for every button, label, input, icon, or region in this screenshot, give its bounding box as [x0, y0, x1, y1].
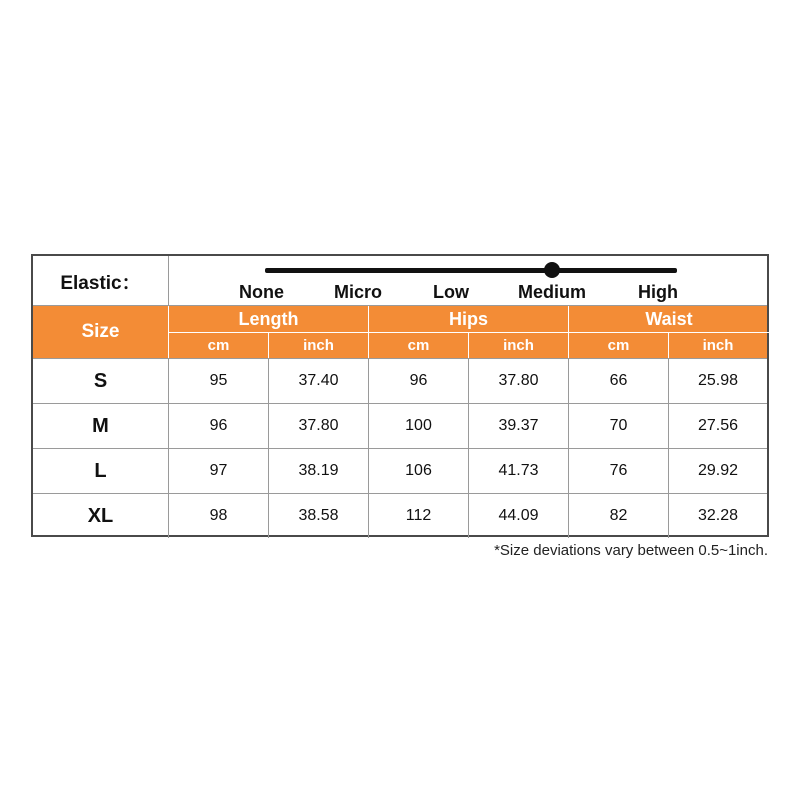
length-cm-cell: 95	[169, 359, 269, 403]
waist-cm-header: cm	[569, 333, 669, 358]
elastic-scale-line	[265, 268, 677, 273]
elastic-row	[33, 256, 767, 306]
elastic-level-micro: Micro	[334, 282, 383, 302]
size-cell: S	[33, 359, 169, 403]
table-body	[33, 358, 767, 538]
elastic-levels	[239, 282, 698, 303]
elastic-level-low: Low	[433, 282, 469, 302]
waist-inch-header: inch	[702, 337, 734, 354]
elastic-level-medium: Medium	[518, 282, 587, 302]
length-inch-cell: 37.80	[269, 404, 369, 448]
length-cm-header: cm	[169, 333, 269, 358]
waist-cm-cell: 66	[569, 359, 669, 403]
length-inch-header: inch	[269, 333, 369, 358]
size-cell: M	[33, 404, 169, 448]
elastic-label: Elastic：	[33, 256, 169, 306]
waist-inch-cell: 25.98	[697, 372, 739, 389]
hips-cm-header: cm	[369, 333, 469, 358]
size-cell: L	[33, 449, 169, 493]
size-header: Size	[33, 306, 169, 358]
hips-inch-cell: 41.73	[469, 449, 569, 493]
length-inch-cell: 37.40	[269, 359, 369, 403]
waist-cm-cell: 76	[569, 449, 669, 493]
waist-cm-cell: 82	[569, 494, 669, 538]
length-inch-cell: 38.19	[269, 449, 369, 493]
waist-header: Waist	[569, 306, 769, 333]
elastic-level-none: None	[239, 282, 284, 302]
hips-inch-cell: 39.37	[469, 404, 569, 448]
size-cell: XL	[33, 494, 169, 538]
hips-cm-cell: 112	[369, 494, 469, 538]
table-row	[33, 493, 767, 538]
size-chart	[31, 254, 769, 537]
hips-cm-cell: 106	[369, 449, 469, 493]
elastic-level-high: High	[638, 282, 678, 302]
hips-inch-cell: 37.80	[469, 359, 569, 403]
length-header: Length	[169, 306, 369, 333]
waist-cm-cell: 70	[569, 404, 669, 448]
size-deviation-note: *Size deviations vary between 0.5~1inch.	[494, 542, 768, 559]
hips-cm-cell: 96	[369, 359, 469, 403]
elastic-selected-marker	[544, 262, 560, 278]
table-row	[33, 358, 767, 403]
table-row	[33, 448, 767, 493]
waist-inch-cell: 29.92	[697, 462, 739, 479]
hips-cm-cell: 100	[369, 404, 469, 448]
length-cm-cell: 96	[169, 404, 269, 448]
hips-inch-cell: 44.09	[469, 494, 569, 538]
length-cm-cell: 97	[169, 449, 269, 493]
length-inch-cell: 38.58	[269, 494, 369, 538]
table-row	[33, 403, 767, 448]
waist-inch-cell: 27.56	[697, 417, 739, 434]
hips-inch-header: inch	[469, 333, 569, 358]
length-cm-cell: 98	[169, 494, 269, 538]
hips-header: Hips	[369, 306, 569, 333]
table-header	[33, 306, 767, 358]
waist-inch-cell: 32.28	[697, 507, 739, 524]
